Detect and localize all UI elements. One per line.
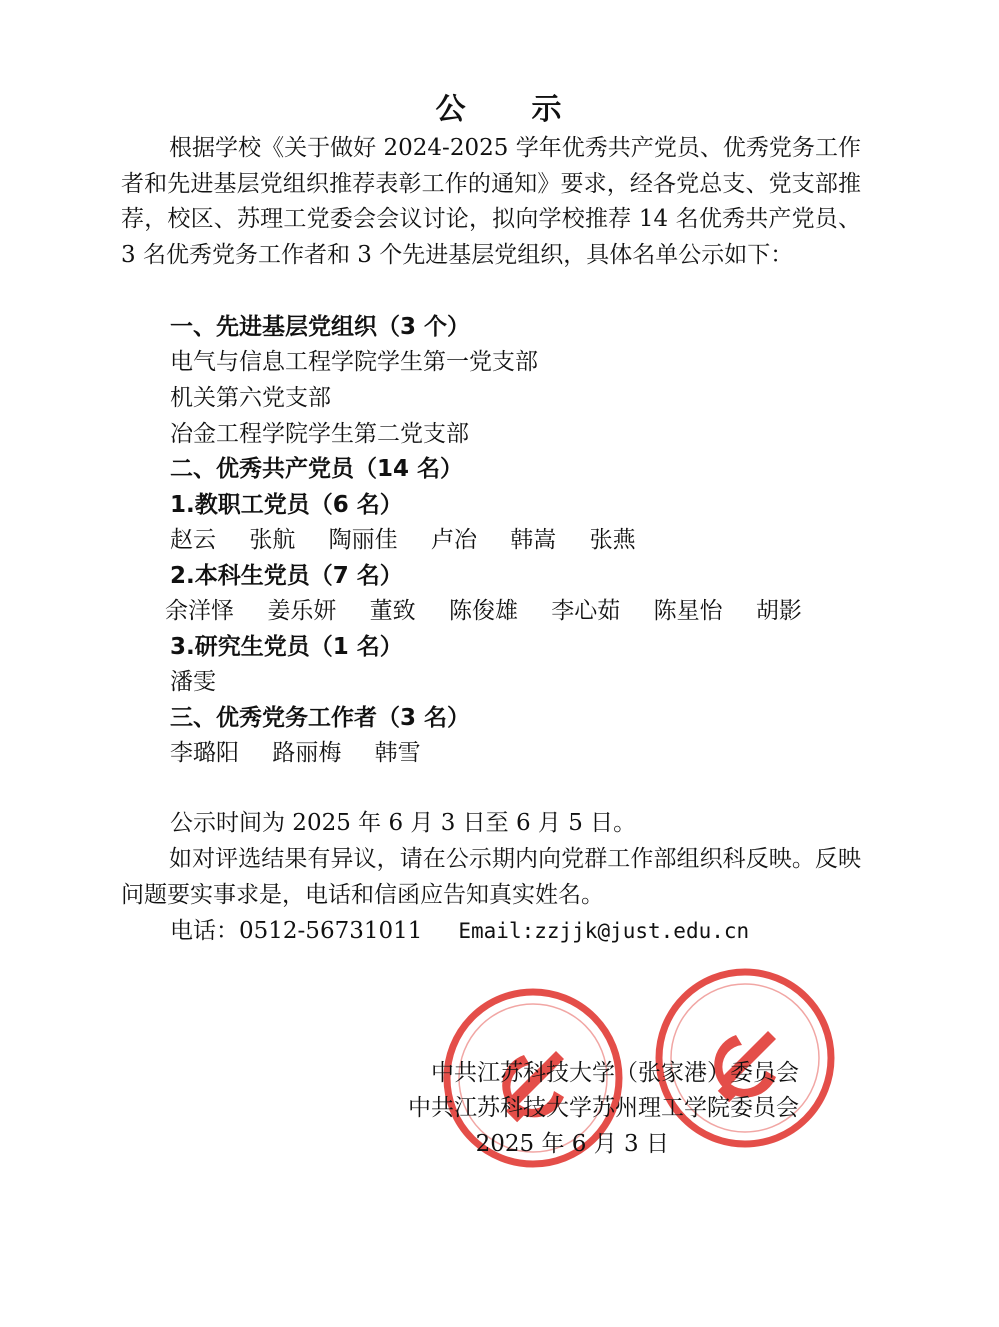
person-name: 卢冶: [430, 527, 477, 553]
person-name: 胡影: [755, 598, 802, 624]
names-party-workers: [170, 738, 421, 768]
person-name: 潘雯: [170, 669, 216, 695]
section3-heading: 三、优秀党务工作者（3 名）: [170, 705, 471, 731]
phone-number: 电话：0512-56731011: [170, 918, 423, 944]
group-heading-grad: 3.研究生党员（1 名）: [170, 634, 403, 660]
section1-heading: 一、先进基层党组织（3 个）: [170, 314, 471, 340]
page-title: [0, 84, 999, 128]
org-item: 电气与信息工程学院学生第一党支部: [170, 349, 538, 375]
person-name: 李璐阳: [170, 740, 239, 766]
person-name: 韩雪: [374, 740, 421, 766]
section2-heading: 二、优秀共产党员（14 名）: [170, 456, 464, 482]
person-name: 韩嵩: [510, 527, 557, 553]
person-name: 路丽梅: [272, 740, 342, 766]
person-name: 张航: [249, 527, 296, 553]
group-heading-undergrad: 2.本科生党员（7 名）: [170, 563, 403, 589]
person-name: 陶丽佳: [328, 527, 398, 553]
org-item: 冶金工程学院学生第二党支部: [170, 421, 469, 447]
contact-line: [170, 916, 749, 946]
person-name: 陈星怡: [653, 598, 723, 624]
group-heading-staff: 1.教职工党员（6 名）: [170, 492, 403, 518]
signature-line-1: 中共江苏科技大学（张家港）委员会: [431, 1060, 799, 1086]
title-char-2: 示: [531, 92, 564, 127]
person-name: 余洋怿: [165, 598, 234, 624]
title-char-1: 公: [435, 92, 468, 127]
person-name: 陈俊雄: [448, 598, 518, 624]
person-name: 姜乐妍: [267, 598, 337, 624]
signature-line-2: 中共江苏科技大学苏州理工学院委员会: [408, 1095, 799, 1121]
names-staff: [170, 525, 636, 555]
person-name: 张燕: [589, 527, 636, 553]
email-address: Email:zzjjk@just.edu.cn: [458, 919, 750, 943]
intro-paragraph: 根据学校《关于做好 2024-2025 学年优秀共产党员、优秀党务工作者和先进基层党组织推荐表彰工作的通知》要求，经各党总支、党支部推荐，校区、苏理工党委会会议讨论，拟向学校推荐 14 名优秀共产党员、3 名优秀党务工作者和 3 个先进基层党组织，具体名单公示如下：: [121, 135, 861, 268]
org-item: 机关第六党支部: [170, 385, 331, 411]
person-name: 董致: [369, 598, 416, 624]
person-name: 李心茹: [551, 598, 621, 624]
names-undergrad: [165, 596, 802, 626]
objection-paragraph: 如对评选结果有异议，请在公示期内向党群工作部组织科反映。反映问题要实事求是，电话和信函应告知真实姓名。: [121, 846, 861, 908]
publicity-period: 公示时间为 2025 年 6 月 3 日至 6 月 5 日。: [170, 810, 637, 836]
person-name: 赵云: [170, 527, 216, 553]
names-grad: [170, 667, 216, 697]
signature-date: 2025 年 6 月 3 日: [475, 1131, 669, 1157]
